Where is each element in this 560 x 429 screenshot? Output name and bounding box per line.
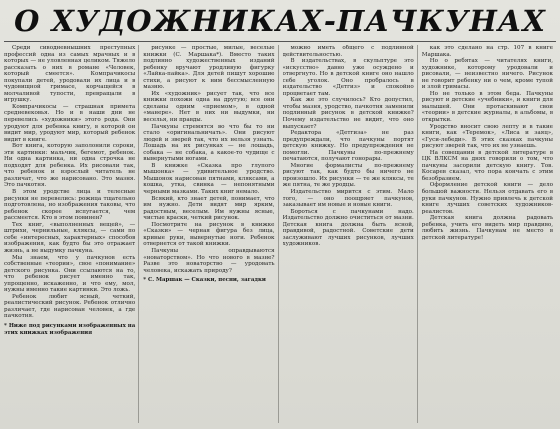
article-column-1 [4,45,139,423]
paragraph: можно иметь общего с подлинной действительностью. [282,45,414,58]
paragraph: Редактора «Детгиза» не раз предупреждали, что пачкуны портят детскую книжку. Но предупреждения не помогли. Пачкуны по-прежнему печатаются, получают гонорары. [282,130,414,163]
article-headline: О ХУДОЖНИКАХ-ПАЧКУНАХ [14,4,546,38]
paragraph: Их «художник» рисует так, что все книжки похожи одна на другую; все они сделаны одним «приемом», в одной «манере». Нет в них ни выдумки, ни веселья, ни правды. [143,90,275,124]
footnote: * Ниже под рисунками изображенных на этих книжках изображения [4,322,136,336]
paragraph: Всякий, кто знает детей, понимает, что им нужно. Дети видят мир ярким, радостным, веселым. Им нужны ясные, чистые краски, четкий рисунок. [143,195,275,222]
paragraph: Пачкуны стремятся во что бы то ни стало «оригинальничать». Они рисуют людей и зверей так, что их нельзя узнать. Лошадь на их рисунках — не лошадь, собака — не собака, а какое-то чудище с вывернутыми ногами. [143,123,275,163]
paragraph: В этом уродстве лица и телесные рисунки не перевелись: рожица тщательно подготовлена, но изображения таковы, что ребенок скорее испугается, чем рассмеется. Кто в этом повинен? [4,189,136,222]
paragraph: Ребенок любит ясный, четкий, реалистический рисунок. Ребенок отлично различает, где нарисован человек, а где пачкотня. [4,293,136,320]
paragraph: Пачкуны оправдываются «новаторством». Но что нового в мазне? Разве это новаторство — уродовать человека, искажать природу? [143,247,275,274]
footnote: * С. Маршак — Сказки, песни, загадки [143,277,266,284]
paragraph: В издательствах, в скульптуре это «искусство» давно уже осуждено и отвергнуто. Но в детской книге оно нашло себе уголок. Оно пробралось в издательство «Детгиз» и спокойно процветает там. [282,58,414,97]
article-body [4,45,556,423]
paragraph: Как же это случилось? Кто допустил, чтобы мазня, уродство, пачкотня заменили подлинный рисунок в детской книжке? Почему издательство не видит, что оно выпускает? [282,97,414,130]
paragraph: Вот книга, которую заполонили сороки, эти картинки: мальчик, бегемот, ребенок. Ни одна картинка, ни одна строчка не подходят для ребенка. Их рисовали так, что ребенок и взрослый читатель не различат, что же нарисовано. Это мазня. Это пачкотня. [4,143,136,189]
paragraph: как это сделано на стр. 107 в книге Маршака. [421,45,553,58]
paragraph: На совещании в детской литературе в ЦК ВЛКСМ на днях говорили о том, что пачкуны засорили детскую книгу. Тов. Косарев сказал, что пора кончать с этим безобразием. [421,149,553,182]
article-column-2 [143,45,278,423]
paragraph: Многие формалисты по-прежнему рисуют так, как будто бы ничего не произошло. Их рисунки — те же кляксы, те же пятна, те же уродцы. [282,162,414,189]
paragraph: Уродство вносит свою лепту и в такие книги, как «Теремок», «Лиса и заяц», «Гуси-лебеди». В этих сказках пачкуны рисуют зверей так, что их не узнаешь. [421,123,553,150]
paragraph: Тех книг, «выполненных вещей», — штрихи, чернильные, кляксы, — сами по себе «интересных, характерных» способов изображения, как будто бы это отражает жизнь, а не выдумку пачкуна. [4,221,136,254]
paragraph: Но не только в этом беда. Пачкуны рисуют и детские «учебники», и книги для малышей. Они протаскивают свои «теории» в детские журналы, в альбомы, в открытки. [421,90,553,124]
article-column-4 [422,45,556,423]
paragraph: Компрачикосы — страшная примета средневековья. Но и в наши дни не перевелись «художники» этого рода. Они уродуют для ребенка книгу, в которой он видит мир, уродуют мир, который ребенок видит в книге. [4,103,136,143]
paragraph: Издательство мирится с этим. Мало того, — оно поощряет пачкунов, заказывает им новые и новые книги. [282,189,414,209]
paragraph: рисунке — простые, милые, веселые книжки (С. Маршака*). Вместо таких подлинно художественных изданий ребенку вручают уродливую фигурку «Лайка-пайка». Для детей пишут хорошие стихи, а рисуют к ним бессмысленную мазню. [143,45,275,91]
paragraph: Детская книга должна радовать ребенка, учить его видеть мир правдиво, любить жизнь. Пачкунам не место в детской литературе! [421,215,553,241]
paragraph: Бороться с пачкунами надо. Издательство должно очиститься от мазни. Детская книга должна быть ясной, правдивой, радостной. Советские дети заслуживают лучших рисунков, лучших художников. [282,208,414,248]
paragraph: Оформление детской книги — дело большой важности. Нельзя отдавать его в руки пачкунов. Нужно привлечь к детской книге лучших советских художников-реалистов. [421,182,553,215]
paragraph: Мы знаем, что у пачкунов есть собственные «теории», свое «понимание» детского рисунка. Они ссылаются на то, что ребенок рисует именно так, упрощенно, искаженно, и что ему, мол, нужны именно такие картинки. Это ложь. [4,254,136,294]
paragraph: Среди сиводневнышних преступных профессий одна из самых мрачных и в которых — не уловленная целиком. Тяжело рассказать о них в романе «Человек, который смеется». Компрачикосы покупали детей, уродовали их лица и в чудовищной гримасе, корчащейся в молчаливой тупости, превращали в игрушку. [4,45,136,104]
paragraph: Посмотрите на рисунок в книжке «Сказки» — черная фигура без лица, кривые руки, вывернутые ноги. Ребенок отвернется от такой книжки. [143,221,275,248]
article-column-3 [283,45,418,423]
paragraph: Но о ребятах — читателях книги, художнике, которому уродовали и рисовали, — неизвестно ничего. Рисунок не говорит ребенку ни о чем, кроме тупой и злой гримасы. [421,58,553,91]
paragraph: В книжке «Сказка про глупого мышонка» — удивительное уродство. Мышонок нарисован пятнами, кляксами, а кошка, утка, свинка — непонятными черными мазками. Таких книг немало. [143,162,275,196]
headline-rule [4,41,556,42]
